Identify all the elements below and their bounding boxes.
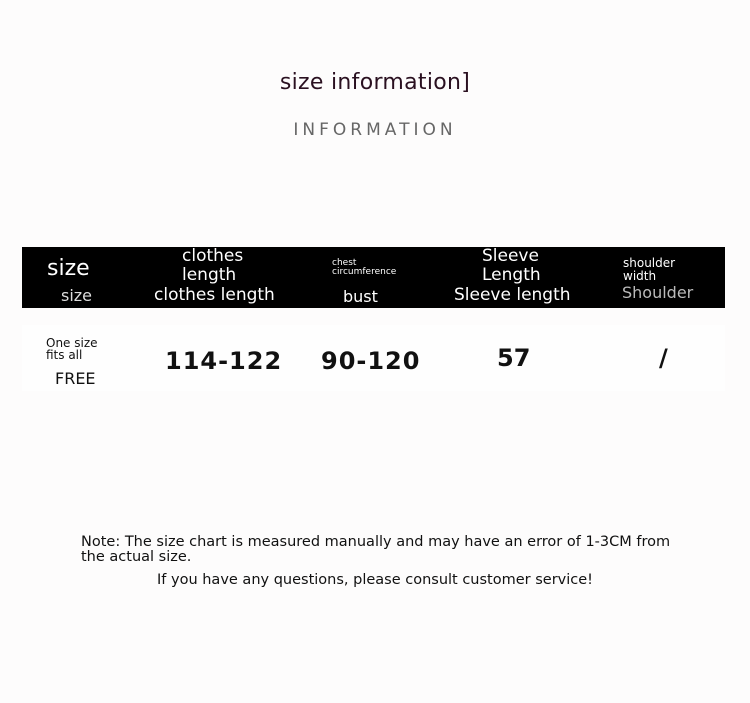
- header-shoulder-sublabel: Shoulder: [622, 283, 694, 302]
- header-shoulder-label: shoulder width: [623, 256, 676, 283]
- chest-value: 90-120: [321, 347, 421, 375]
- header-size-label: size: [47, 256, 90, 281]
- header-chest-label: chest circumference: [332, 258, 397, 277]
- page-subtitle: INFORMATION: [293, 120, 457, 140]
- shoulder-value: /: [659, 344, 668, 372]
- sleeve-length-value: 57: [497, 344, 531, 372]
- header-sleeve-label: Sleeve Length: [482, 247, 541, 285]
- clothes-length-value: 114-122: [165, 347, 283, 375]
- header-size-sublabel: size: [61, 286, 93, 305]
- table-row: [22, 325, 725, 391]
- size-value: FREE: [55, 369, 96, 388]
- size-value-label: One size fits all: [46, 336, 98, 362]
- page-title: size information]: [279, 70, 471, 95]
- size-table-header: [22, 247, 725, 308]
- header-clothes-length-label: clothes length: [182, 247, 244, 285]
- size-note: Note: The size chart is measured manually and may have an error of 1-3CM from the actual size.: [81, 534, 671, 565]
- customer-service-note: If you have any questions, please consult customer service!: [157, 572, 593, 588]
- header-clothes-length-sublabel: clothes length: [154, 285, 275, 305]
- header-chest-sublabel: bust: [343, 287, 378, 306]
- header-sleeve-sublabel: Sleeve length: [454, 285, 571, 305]
